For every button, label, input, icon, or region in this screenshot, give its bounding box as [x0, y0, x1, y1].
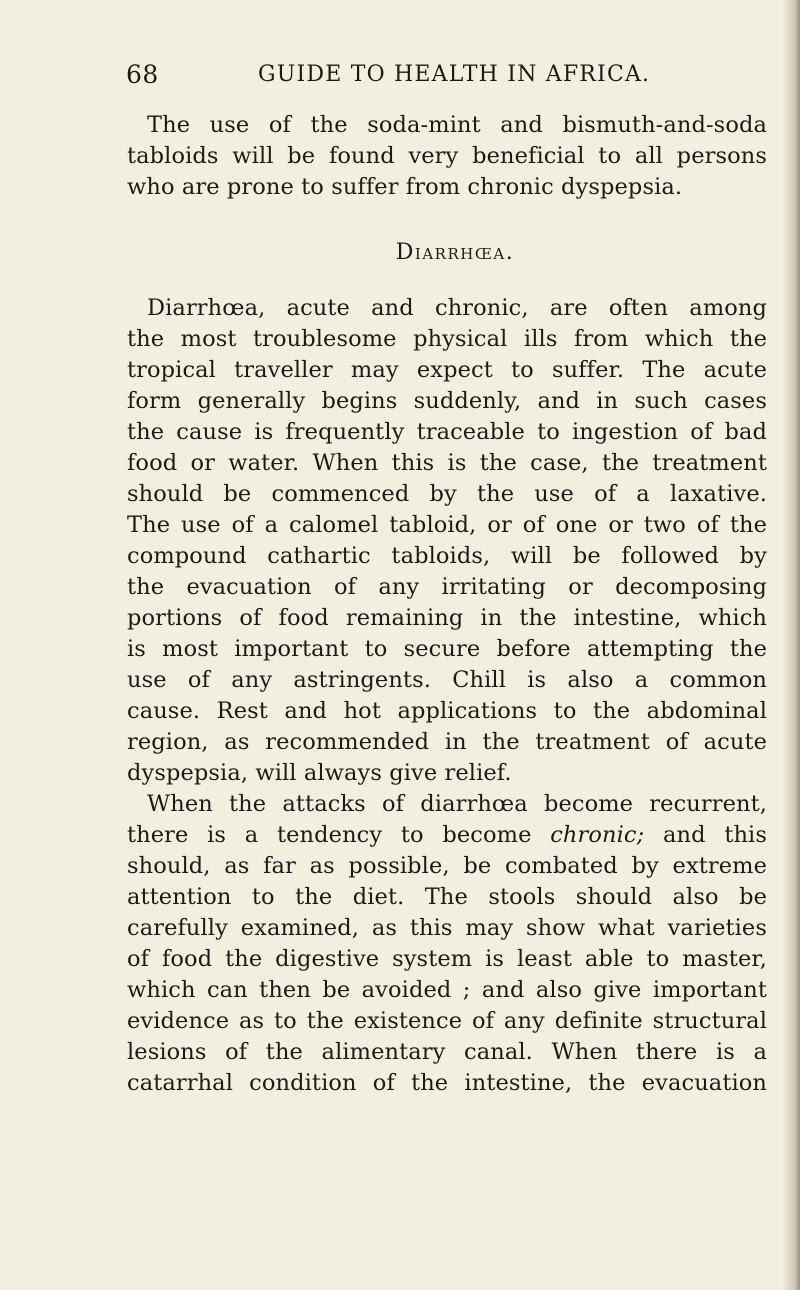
text-line: Diarrhœa, acute and chronic, are often among [147, 295, 767, 321]
text-line: evidence as to the existence of any definite structural [127, 1008, 767, 1034]
text-line: is most important to secure before attempting the [127, 636, 767, 662]
text-line: who are prone to suffer from chronic dyspepsia. [127, 174, 683, 200]
text-line: tropical traveller may expect to suffer. The acute [127, 357, 767, 383]
section-heading: Diarrhœa. [395, 240, 515, 265]
text-line: should be commenced by the use of a laxative. [127, 481, 767, 507]
text-run: there is a tendency to become [127, 822, 551, 848]
text-run: and this [644, 822, 767, 848]
paragraph-acute [127, 293, 767, 789]
running-title: GUIDE TO HEALTH IN AFRICA. [258, 62, 651, 87]
text-line: food or water. When this is the case, the treatment [127, 450, 767, 476]
text-line: attention to the diet. The stools should also be [127, 884, 767, 910]
text-line: The use of a calomel tabloid, or of one or two of the [127, 512, 767, 538]
text-line: region, as recommended in the treatment of acute [127, 729, 767, 755]
text-line: form generally begins suddenly, and in such cases [127, 388, 767, 414]
text-line: carefully examined, as this may show what varieties [127, 915, 767, 941]
page-header [126, 60, 766, 96]
text-line: dyspepsia, will always give relief. [127, 760, 512, 786]
text-line: which can then be avoided ; and also give important [127, 977, 767, 1003]
text-line: catarrhal condition of the intestine, the evacuation [127, 1070, 767, 1096]
text-line: the evacuation of any irritating or decomposing [127, 574, 767, 600]
text-line: compound cathartic tabloids, will be followed by [127, 543, 767, 569]
text-line: the cause is frequently traceable to ingestion of bad [127, 419, 767, 445]
text-line: should, as far as possible, be combated by extreme [127, 853, 767, 879]
text-line: cause. Rest and hot applications to the abdominal [127, 698, 767, 724]
text-line: portions of food remaining in the intestine, which [127, 605, 767, 631]
text-line-with-emphasis [127, 820, 767, 851]
text-line: lesions of the alimentary canal. When there is a [127, 1039, 767, 1065]
text-line: of food the digestive system is least able to master, [127, 946, 767, 972]
emphasis-chronic: chronic; [550, 822, 645, 848]
text-line: use of any astringents. Chill is also a common [127, 667, 767, 693]
text-line: the most troublesome physical ills from which the [127, 326, 767, 352]
text-line: When the attacks of diarrhœa become recurrent, [147, 791, 767, 817]
text-line: The use of the soda-mint and bismuth-and-soda [147, 112, 767, 138]
text-line: tabloids will be found very beneficial to all persons [127, 143, 767, 169]
page-number: 68 [126, 60, 159, 89]
body-text [127, 110, 767, 1099]
paragraph-chronic [127, 789, 767, 1099]
intro-paragraph [127, 110, 767, 203]
page-edge-shadow [782, 0, 800, 1290]
